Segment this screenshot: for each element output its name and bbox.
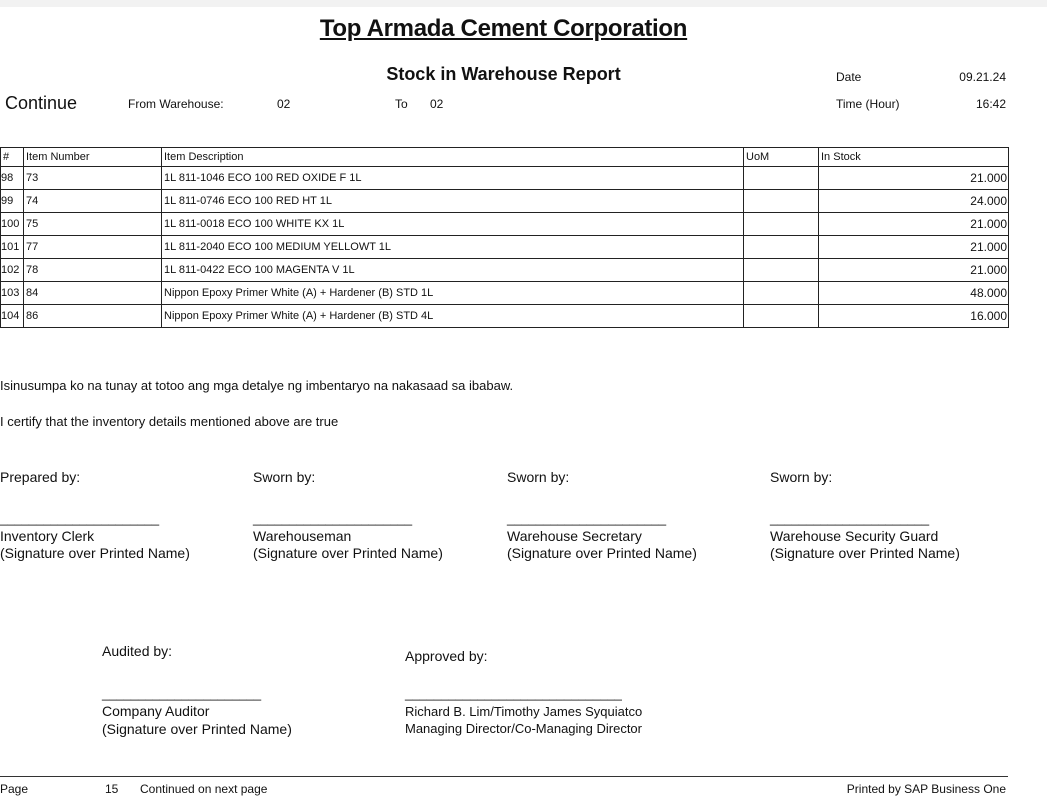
sworn-note-1: (Signature over Printed Name) (253, 545, 443, 561)
item-uom (744, 305, 819, 328)
table-row (1, 213, 1009, 236)
sworn-by-label-1: Sworn by: (253, 469, 316, 485)
header-item-description: Item Description (162, 148, 744, 167)
in-stock: 21.000 (819, 259, 1009, 282)
stock-table (0, 147, 1009, 328)
table-row (1, 167, 1009, 190)
approved-title: Managing Director/Co-Managing Director (405, 721, 642, 736)
table-row (1, 259, 1009, 282)
header-uom: UoM (744, 148, 819, 167)
footer-printed-by: Printed by SAP Business One (846, 782, 1006, 796)
prepared-note: (Signature over Printed Name) (0, 545, 190, 561)
header-row-number: # (1, 148, 24, 167)
row-number: 101 (1, 236, 24, 259)
date-label: Date (836, 70, 862, 84)
time-value: 16:42 (975, 97, 1006, 111)
prepared-signature-line: ______________________ (0, 511, 160, 526)
in-stock: 21.000 (819, 236, 1009, 259)
prepared-by-label: Prepared by: (0, 469, 81, 485)
report-title: Stock in Warehouse Report (386, 64, 621, 84)
table-row (1, 305, 1009, 328)
approved-signature-line: ______________________________ (405, 686, 622, 701)
continue-label: Continue (5, 93, 78, 113)
from-warehouse-label: From Warehouse: (128, 97, 224, 111)
item-description: 1L 811-0018 ECO 100 WHITE KX 1L (162, 213, 744, 236)
item-uom (744, 236, 819, 259)
footer-divider (0, 776, 1008, 777)
item-number: 73 (24, 167, 162, 190)
item-description: Nippon Epoxy Primer White (A) + Hardener (B) STD 1L (162, 282, 744, 305)
table-header-row (1, 148, 1009, 167)
row-number: 103 (1, 282, 24, 305)
item-description: 1L 811-0422 ECO 100 MAGENTA V 1L (162, 259, 744, 282)
top-strip (0, 0, 1047, 7)
row-number: 104 (1, 305, 24, 328)
item-description: 1L 811-1046 ECO 100 RED OXIDE F 1L (162, 167, 744, 190)
in-stock: 16.000 (819, 305, 1009, 328)
audited-role: Company Auditor (102, 703, 210, 719)
row-number: 100 (1, 213, 24, 236)
table-row (1, 282, 1009, 305)
prepared-role: Inventory Clerk (0, 528, 95, 544)
sworn-role-3: Warehouse Security Guard (770, 528, 939, 544)
sworn-by-label-2: Sworn by: (507, 469, 570, 485)
approved-by-label: Approved by: (405, 648, 488, 664)
row-number: 102 (1, 259, 24, 282)
sworn-role-2: Warehouse Secretary (507, 528, 642, 544)
footer-page-number: 15 (105, 782, 119, 796)
to-warehouse-label: To (395, 97, 408, 111)
item-uom (744, 190, 819, 213)
item-description: 1L 811-2040 ECO 100 MEDIUM YELLOWT 1L (162, 236, 744, 259)
sworn-signature-line-2: ______________________ (507, 511, 667, 526)
audited-signature-line: ______________________ (102, 686, 262, 701)
item-number: 86 (24, 305, 162, 328)
company-name: Top Armada Cement Corporation (319, 15, 688, 42)
footer-continued: Continued on next page (140, 782, 268, 796)
sworn-note-3: (Signature over Printed Name) (770, 545, 960, 561)
item-uom (744, 167, 819, 190)
item-number: 84 (24, 282, 162, 305)
sworn-by-label-3: Sworn by: (770, 469, 833, 485)
table-row (1, 236, 1009, 259)
footer-page-label: Page (0, 782, 29, 796)
item-description: Nippon Epoxy Primer White (A) + Hardener (B) STD 4L (162, 305, 744, 328)
table-row (1, 190, 1009, 213)
row-number: 98 (1, 167, 24, 190)
audited-by-label: Audited by: (102, 643, 173, 659)
item-number: 75 (24, 213, 162, 236)
item-description: 1L 811-0746 ECO 100 RED HT 1L (162, 190, 744, 213)
date-value: 09.21.24 (959, 70, 1006, 84)
sworn-signature-line-1: ______________________ (253, 511, 413, 526)
sworn-signature-line-3: ______________________ (770, 511, 930, 526)
from-warehouse-value: 02 (277, 97, 291, 111)
in-stock: 24.000 (819, 190, 1009, 213)
in-stock: 21.000 (819, 167, 1009, 190)
item-number: 78 (24, 259, 162, 282)
item-number: 77 (24, 236, 162, 259)
item-uom (744, 282, 819, 305)
approved-name: Richard B. Lim/Timothy James Syquiatco (405, 704, 643, 719)
certification-english: I certify that the inventory details mentioned above are true (0, 414, 339, 429)
certification-tagalog: Isinusumpa ko na tunay at totoo ang mga detalye ng imbentaryo na nakasaad sa ibabaw. (0, 378, 514, 393)
time-label: Time (Hour) (836, 97, 900, 111)
sworn-note-2: (Signature over Printed Name) (507, 545, 697, 561)
item-number: 74 (24, 190, 162, 213)
in-stock: 48.000 (819, 282, 1009, 305)
row-number: 99 (1, 190, 24, 213)
to-warehouse-value: 02 (430, 97, 444, 111)
item-uom (744, 259, 819, 282)
header-in-stock: In Stock (819, 148, 1009, 167)
audited-note: (Signature over Printed Name) (102, 721, 292, 737)
header-item-number: Item Number (24, 148, 162, 167)
sworn-role-1: Warehouseman (253, 528, 352, 544)
item-uom (744, 213, 819, 236)
in-stock: 21.000 (819, 213, 1009, 236)
